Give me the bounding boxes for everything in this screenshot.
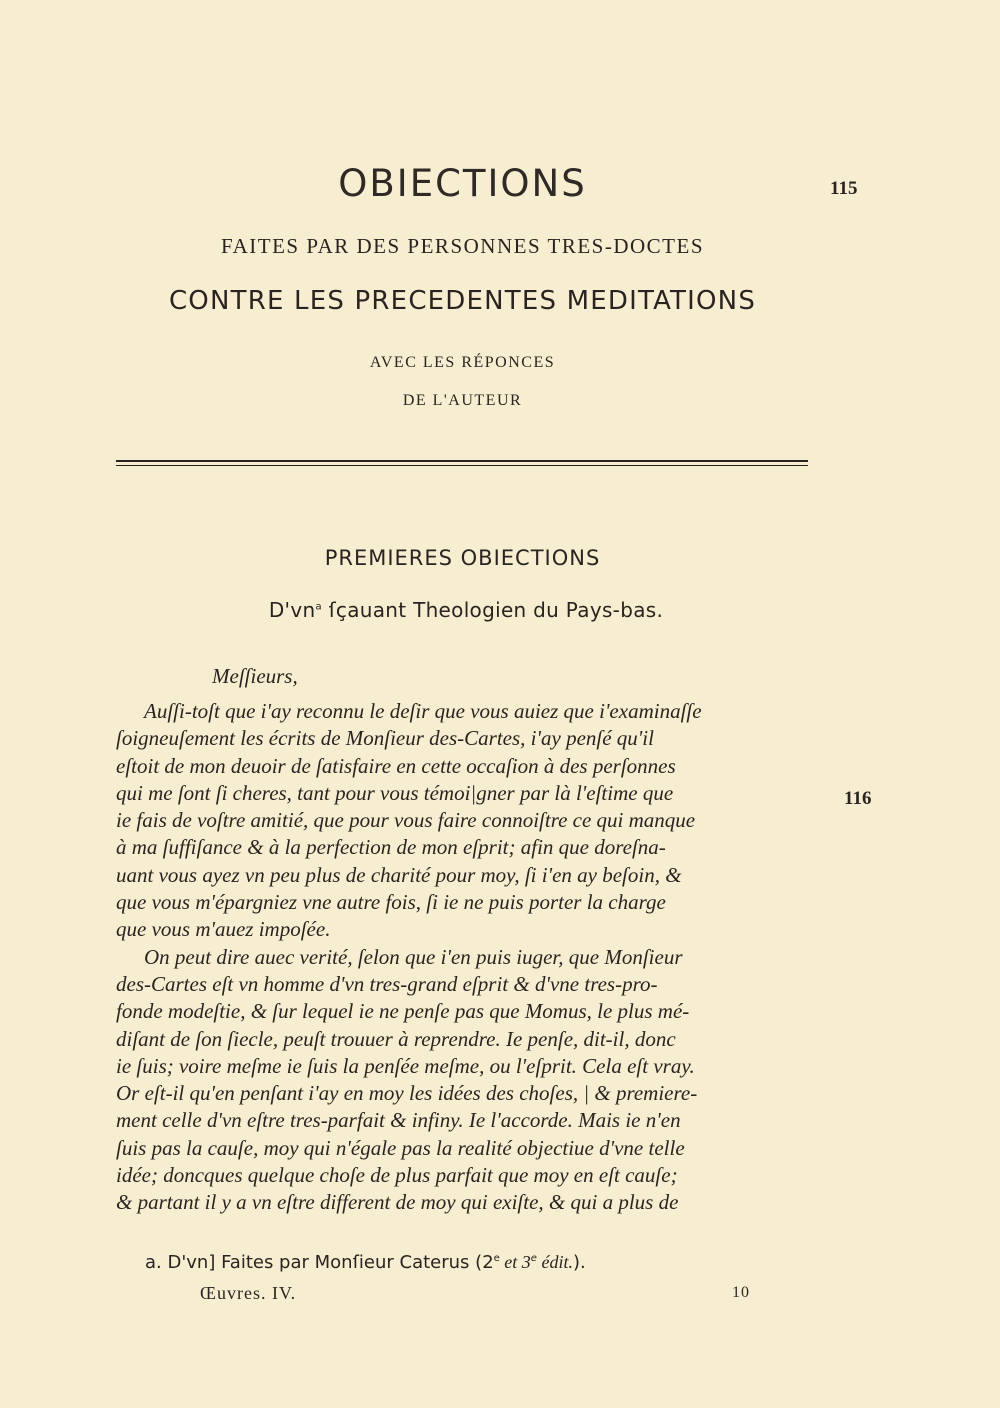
body-line: des-Cartes eſt vn homme d'vn tres-grand eſprit & d'vne tres-pro- [116, 971, 658, 996]
subtitle-line-3: AVEC LES RÉPONCES [369, 354, 556, 371]
body-line: ie fais de voſtre amitié, que pour vous faire connoiſtre ce qui manque [116, 808, 696, 833]
body-line: Auſſi-toſt que i'ay reconnu le deſir que vous auiez que i'examinaſſe [144, 699, 702, 723]
separator-rule-top [116, 460, 808, 462]
body-line: uant vous ayez vn peu plus de charité pour moy, ſi i'en ay beſoin, & [116, 862, 682, 887]
footnote-close: ). [572, 1252, 586, 1273]
body-line: On peut dire auec verité, ſelon que i'en puis iuger, que Monſieur [144, 944, 683, 969]
section-subtitle [0, 598, 932, 622]
page-title: OBIECTIONS [338, 162, 587, 205]
subtitle-line-1: FAITES PAR DES PERSONNES TRES-DOCTES [220, 234, 705, 258]
footnote-edition-1: 2 [482, 1252, 494, 1273]
body-line: à ma ſuffiſance & à la perfection de mon eſprit; afin que doreſna- [116, 835, 666, 860]
footnote-marker: a [315, 601, 322, 613]
page-number: 115 [830, 178, 858, 199]
footnote-edition-2: 3 [521, 1252, 531, 1272]
body-text [116, 698, 822, 1217]
footnote-edition-join: et [499, 1252, 522, 1272]
body-line: ſoigneuſement les écrits de Monſieur des-Cartes, i'ay penſé qu'il [116, 726, 654, 751]
body-line: qui me ſont ſi cheres, tant pour vous témoi|gner par là l'eſtime que [116, 780, 674, 805]
body-line: Or eſt-il qu'en penſant i'ay en moy les idées des choſes, | & premiere- [116, 1081, 698, 1106]
separator-rule-bottom [116, 465, 808, 466]
body-line: ſuis pas la cauſe, moy qui n'égale pas la realité objectiue d'vne telle [116, 1135, 685, 1160]
section-subtitle-rest: ſçauant Theologien du Pays-bas. [321, 598, 664, 622]
margin-page-number: 116 [844, 788, 872, 809]
section-title: PREMIERES OBIECTIONS [324, 546, 601, 570]
subtitle-line-2: CONTRE LES PRECEDENTES MEDITATIONS [168, 286, 757, 316]
body-line: eſtoit de mon deuoir de ſatisfaire en cette occaſion à des perſonnes [116, 753, 676, 778]
footnote [145, 1252, 586, 1273]
footer-volume: Œuvres. IV. [200, 1283, 297, 1303]
body-line: diſant de ſon ſiecle, peuſt trouuer à reprendre. Ie penſe, dit-il, donc [116, 1026, 676, 1051]
section-subtitle-start: D'vn [268, 598, 316, 622]
footnote-edition-2-sup: e [530, 1253, 537, 1264]
body-line: que vous m'auez impoſée. [116, 917, 331, 942]
body-line: & partant il y a vn eſtre different de moy qui exiſte, & qui a plus de [116, 1190, 679, 1215]
salutation: Meſſieurs, [212, 664, 298, 688]
body-line: ie ſuis; voire meſme ie ſuis la penſée meſme, ou l'eſprit. Cela eſt vray. [116, 1053, 695, 1078]
body-line: fonde modeſtie, & ſur lequel ie ne penſe pas que Momus, le plus mé- [116, 999, 690, 1024]
footer-signature: 10 [732, 1284, 750, 1301]
body-line: ment celle d'vn eſtre tres-parfait & infiny. Ie l'accorde. Mais ie n'en [116, 1108, 681, 1133]
body-line: idée; doncques quelque choſe de plus parfait que moy en eſt cauſe; [116, 1163, 678, 1188]
footnote-text: a. D'vn] Faites par Monſieur Caterus ( [145, 1252, 483, 1273]
footnote-edition-1-sup: e [493, 1253, 500, 1264]
footnote-edition-tail: édit. [536, 1252, 573, 1272]
subtitle-line-4: DE L'AUTEUR [402, 392, 523, 409]
body-line: que vous m'épargniez vne autre fois, ſi ie ne puis porter la charge [116, 890, 666, 915]
